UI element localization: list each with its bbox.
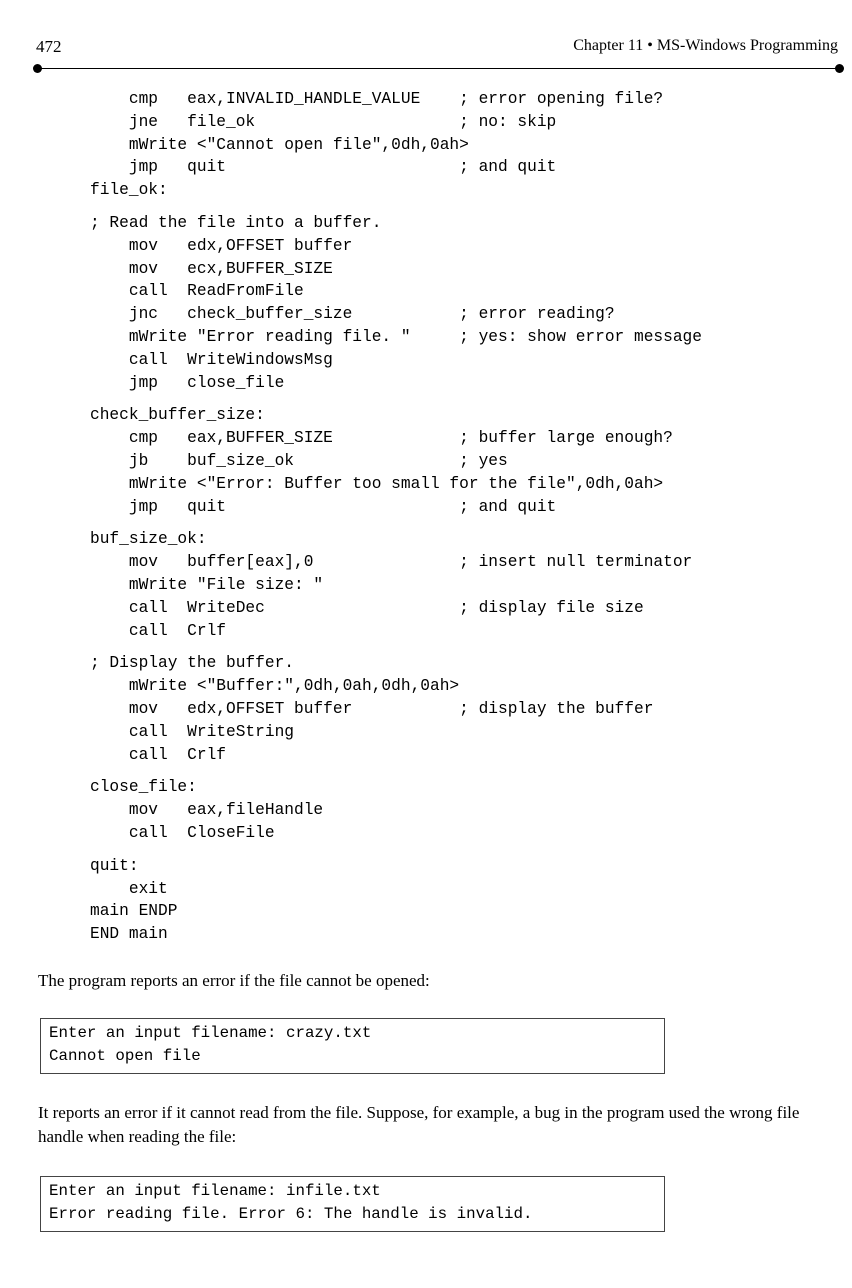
- code-line: call CloseFile: [90, 823, 275, 842]
- code-line: cmp eax,BUFFER_SIZE ; buffer large enough?: [90, 429, 673, 448]
- code-block: [90, 652, 830, 766]
- code-line: mWrite <"Error: Buffer too small for the file",0dh,0ah>: [90, 474, 664, 493]
- paragraph: It reports an error if it cannot read from the file. Suppose, for example, a bug in the program used the wrong file handle when reading the file:: [38, 1103, 800, 1146]
- page-header: [0, 0, 852, 80]
- code-line: jmp quit ; and quit: [90, 497, 557, 516]
- code-line: quit:: [90, 856, 139, 875]
- code-line: mov ecx,BUFFER_SIZE: [90, 259, 333, 278]
- rule-dot-right: [835, 64, 844, 73]
- code-line: jb buf_size_ok ; yes: [90, 451, 508, 470]
- code-line: mWrite "File size: ": [90, 575, 324, 594]
- code-listing: [90, 88, 830, 956]
- code-line: call Crlf: [90, 745, 226, 764]
- code-line: mov edx,OFFSET buffer: [90, 236, 353, 255]
- code-line: jmp close_file: [90, 373, 285, 392]
- page-number: 472: [36, 37, 62, 56]
- console-line: Enter an input filename: infile.txt: [49, 1182, 381, 1200]
- code-line: close_file:: [90, 778, 197, 797]
- code-line: mov edx,OFFSET buffer ; display the buffer: [90, 699, 654, 718]
- code-line: file_ok:: [90, 181, 168, 200]
- paragraph: The program reports an error if the file cannot be opened:: [38, 971, 430, 990]
- code-block: [90, 404, 830, 518]
- code-line: call Crlf: [90, 621, 226, 640]
- code-line: check_buffer_size:: [90, 406, 265, 425]
- code-line: ; Display the buffer.: [90, 654, 294, 673]
- code-line: jmp quit ; and quit: [90, 158, 557, 177]
- console-line: Error reading file. Error 6: The handle is invalid.: [49, 1204, 533, 1223]
- console-output: [40, 1018, 665, 1074]
- code-line: call WriteDec ; display file size: [90, 598, 644, 617]
- code-block: [90, 855, 830, 946]
- code-line: ; Read the file into a buffer.: [90, 213, 382, 232]
- code-line: call ReadFromFile: [90, 282, 304, 301]
- code-line: cmp eax,INVALID_HANDLE_VALUE ; error opening file?: [90, 90, 664, 108]
- code-line: jnc check_buffer_size ; error reading?: [90, 305, 615, 324]
- code-block: [90, 528, 830, 642]
- code-line: mWrite "Error reading file. " ; yes: show error message: [90, 327, 702, 346]
- console-line: Cannot open file: [49, 1046, 201, 1065]
- code-line: call WriteString: [90, 722, 294, 741]
- header-rule: [38, 68, 839, 69]
- console-line: Enter an input filename: crazy.txt: [49, 1024, 372, 1042]
- code-line: main ENDP: [90, 902, 178, 921]
- code-block: [90, 776, 830, 844]
- code-line: exit: [90, 879, 168, 898]
- chapter-title: Chapter 11 • MS-Windows Programming: [573, 37, 838, 54]
- code-line: jne file_ok ; no: skip: [90, 112, 557, 131]
- code-line: mov eax,fileHandle: [90, 801, 324, 820]
- code-block: [90, 88, 830, 202]
- rule-dot-left: [33, 64, 42, 73]
- code-block: [90, 212, 830, 394]
- code-line: call WriteWindowsMsg: [90, 350, 333, 369]
- code-line: mWrite <"Cannot open file",0dh,0ah>: [90, 135, 469, 154]
- code-line: buf_size_ok:: [90, 530, 207, 549]
- code-line: mWrite <"Buffer:",0dh,0ah,0dh,0ah>: [90, 677, 460, 696]
- code-line: END main: [90, 925, 168, 944]
- console-output: [40, 1176, 665, 1232]
- code-line: mov buffer[eax],0 ; insert null terminator: [90, 553, 693, 572]
